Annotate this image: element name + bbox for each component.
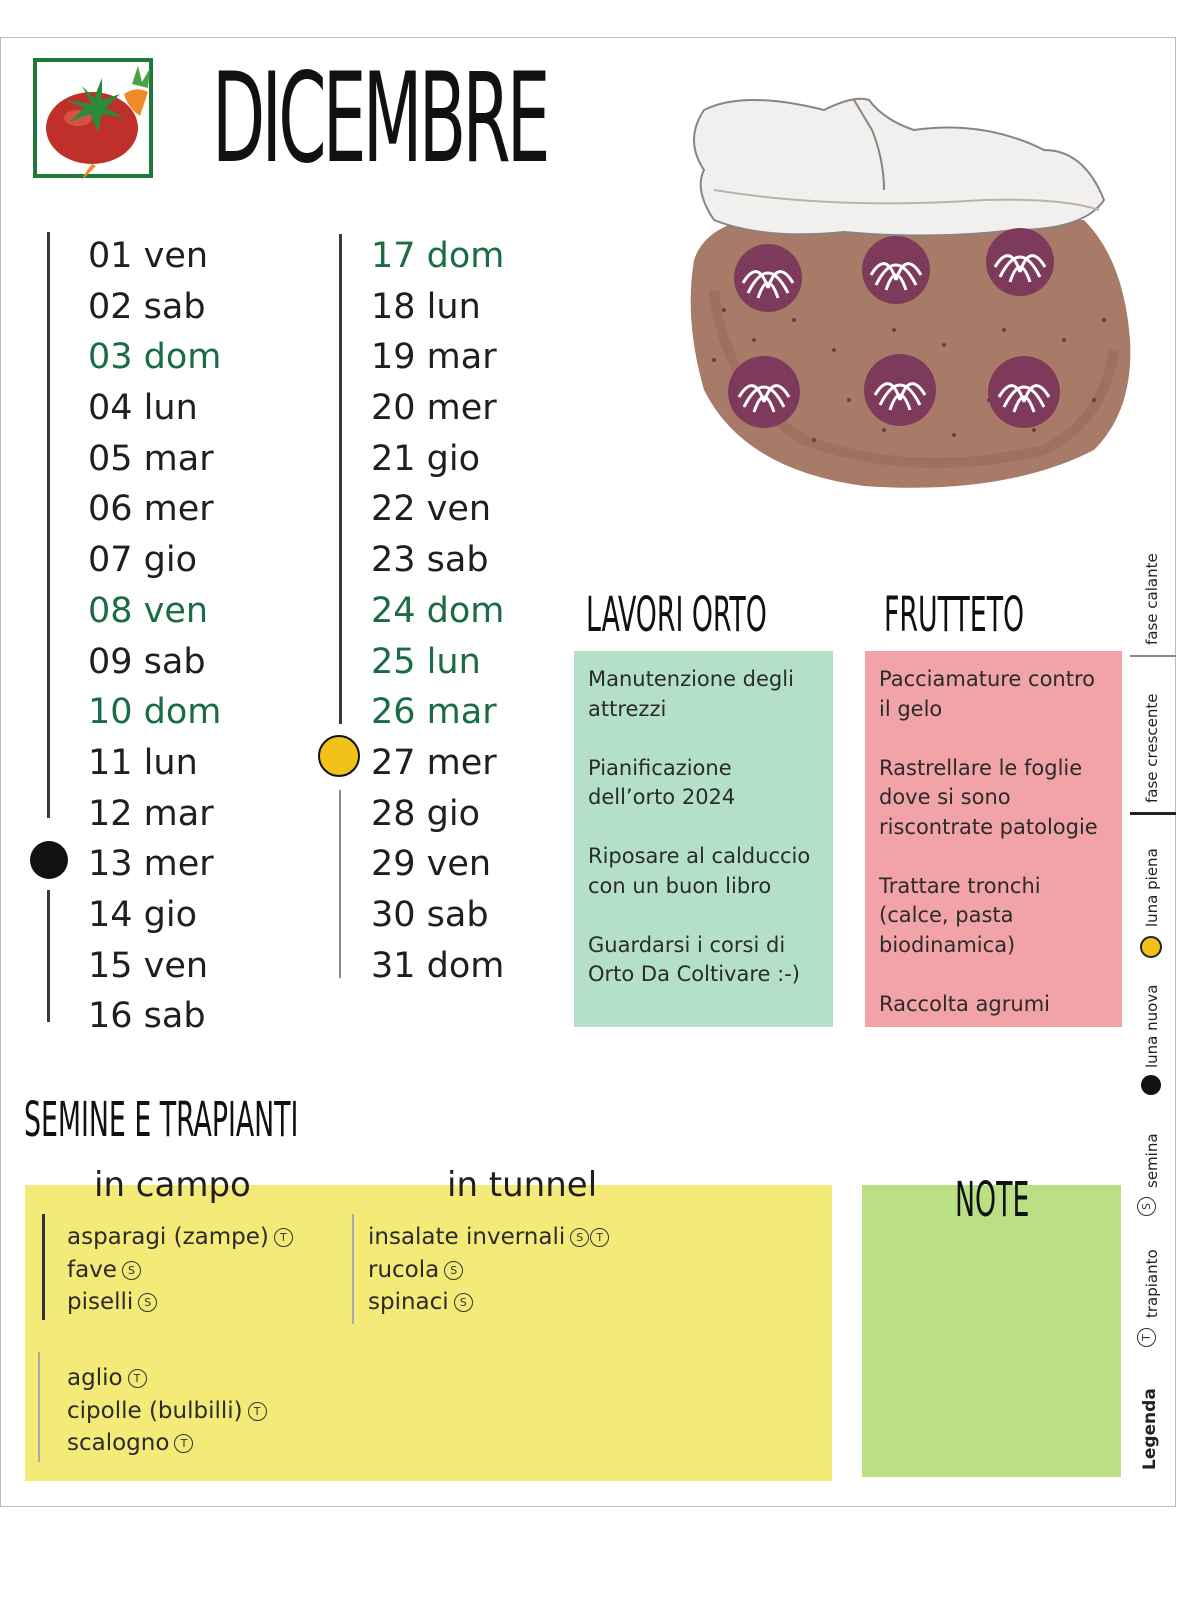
calendar-day: 24 dom — [371, 590, 505, 631]
calendar-column-1 — [88, 231, 221, 1042]
waxing-phase-line — [47, 890, 50, 1022]
calendar-column-2 — [371, 231, 504, 991]
waning-phase-line — [47, 232, 50, 818]
divider-line — [38, 1352, 40, 1462]
plant-name: piselli — [67, 1289, 134, 1315]
calendar-day: 09 sab — [88, 641, 206, 682]
plant-name: spinaci — [368, 1289, 449, 1315]
semina-icon: S — [138, 1293, 157, 1312]
calendar-day: 21 gio — [371, 438, 481, 479]
calendar-day: 05 mar — [88, 438, 214, 479]
calendar-day: 18 lun — [371, 286, 481, 327]
plant-item — [67, 1221, 293, 1254]
lavori-orto-card — [574, 651, 833, 1027]
calendar-day: 15 ven — [88, 945, 209, 986]
plant-item — [368, 1286, 609, 1319]
legend-luna-nuova: luna nuova — [1143, 984, 1161, 1068]
calendar-day: 25 lun — [371, 641, 481, 682]
plant-item — [67, 1395, 267, 1428]
calendar-day: 26 mar — [371, 692, 497, 733]
legend-trapianto: trapianto — [1143, 1249, 1161, 1318]
plant-name: scalogno — [67, 1430, 170, 1456]
trapianto-icon: T — [590, 1228, 609, 1247]
plant-name: aglio — [67, 1365, 123, 1391]
trapianto-icon: T — [248, 1402, 267, 1421]
lavori-item: Riposare al calduccio con un buon libro — [588, 844, 811, 898]
plant-item — [67, 1427, 267, 1460]
calendar-day: 08 ven — [88, 590, 209, 631]
plant-name: fave — [67, 1256, 117, 1283]
plant-item — [67, 1362, 267, 1395]
tunnel-list — [368, 1221, 609, 1319]
note-heading: NOTE — [955, 1172, 1030, 1228]
plant-item — [368, 1254, 609, 1287]
legend-luna-piena: luna piena — [1143, 848, 1161, 927]
trapianto-icon: T — [1137, 1328, 1156, 1347]
calendar-day: 23 sab — [371, 540, 489, 581]
frutteto-item: Pacciamature contro il gelo — [879, 667, 1095, 721]
new-moon-icon — [30, 841, 68, 879]
radicchio-garden-illustration — [684, 90, 1136, 500]
trapianto-icon: T — [174, 1434, 193, 1453]
calendar-day: 31 dom — [371, 945, 505, 986]
legend-divider — [1130, 812, 1176, 815]
calendar-day: 10 dom — [88, 692, 222, 733]
legend-title: Legenda — [1140, 1388, 1160, 1470]
semina-icon: S — [454, 1293, 473, 1312]
page-title: DICEMBRE — [212, 47, 547, 191]
calendar-day: 14 gio — [88, 894, 198, 935]
plant-name: asparagi (zampe) — [67, 1224, 269, 1250]
frutteto-item: Trattare tronchi (calce, pasta biodinamica) — [879, 873, 1041, 957]
tomato-logo-icon — [32, 56, 156, 180]
divider-line — [42, 1214, 45, 1320]
calendar-day: 07 gio — [88, 540, 198, 581]
in-tunnel-label: in tunnel — [447, 1165, 598, 1205]
plant-name: rucola — [368, 1256, 440, 1283]
calendar-day: 06 mer — [88, 489, 214, 530]
calendar-day: 19 mar — [371, 337, 497, 378]
frutteto-card — [865, 651, 1122, 1027]
semine-heading: SEMINE E TRAPIANTI — [24, 1092, 299, 1148]
trapianto-icon: T — [274, 1228, 293, 1247]
lavori-item: Manutenzione degli attrezzi — [588, 667, 794, 721]
legend-fase-crescente: fase crescente — [1143, 693, 1161, 803]
calendar-day: 28 gio — [371, 793, 481, 834]
semina-icon: S — [444, 1261, 463, 1280]
lavori-orto-heading: LAVORI ORTO — [586, 587, 767, 643]
campo-list-1 — [67, 1221, 293, 1319]
frutteto-heading: FRUTTETO — [884, 587, 1025, 643]
semina-icon: S — [122, 1261, 141, 1280]
calendar-day: 30 sab — [371, 894, 489, 935]
waxing-phase-line — [339, 234, 342, 724]
calendar-day: 22 ven — [371, 489, 492, 530]
calendar-day: 02 sab — [88, 286, 206, 327]
legend-fase-calante: fase calante — [1143, 553, 1161, 645]
lavori-item: Pianificazione dell’orto 2024 — [588, 755, 736, 809]
new-moon-icon — [1141, 1075, 1161, 1095]
campo-list-2 — [67, 1362, 267, 1460]
semina-icon: S — [570, 1228, 589, 1247]
trapianto-icon: T — [128, 1369, 147, 1388]
calendar-day: 20 mer — [371, 388, 497, 429]
in-campo-label: in campo — [94, 1165, 251, 1205]
divider-line — [352, 1214, 354, 1324]
calendar-day: 12 mar — [88, 793, 214, 834]
frutteto-item: Raccolta agrumi — [879, 991, 1050, 1016]
legend-divider — [1130, 655, 1176, 657]
legend-semina: semina — [1143, 1133, 1161, 1188]
full-moon-icon — [1140, 936, 1162, 958]
calendar-day: 27 mer — [371, 742, 497, 783]
frutteto-item: Rastrellare le foglie dove si sono riscontrate patologie — [879, 755, 1098, 839]
semina-icon: S — [1137, 1197, 1156, 1216]
calendar-day: 03 dom — [88, 337, 222, 378]
calendar-day: 29 ven — [371, 844, 492, 885]
plant-item — [67, 1254, 293, 1287]
plant-name: cipolle (bulbilli) — [67, 1397, 243, 1424]
calendar-day: 17 dom — [371, 236, 505, 276]
plant-item — [67, 1286, 293, 1319]
lavori-item: Guardarsi i corsi di Orto Da Coltivare :-) — [588, 932, 800, 986]
calendar-day: 13 mer — [88, 844, 214, 885]
waning-phase-line — [339, 790, 341, 978]
plant-name: insalate invernali — [368, 1224, 566, 1250]
calendar-day: 11 lun — [88, 742, 198, 783]
full-moon-icon — [318, 735, 360, 777]
calendar-day: 01 ven — [88, 236, 209, 276]
plant-item — [368, 1221, 609, 1254]
calendar-day: 04 lun — [88, 388, 198, 429]
calendar-day: 16 sab — [88, 996, 206, 1037]
